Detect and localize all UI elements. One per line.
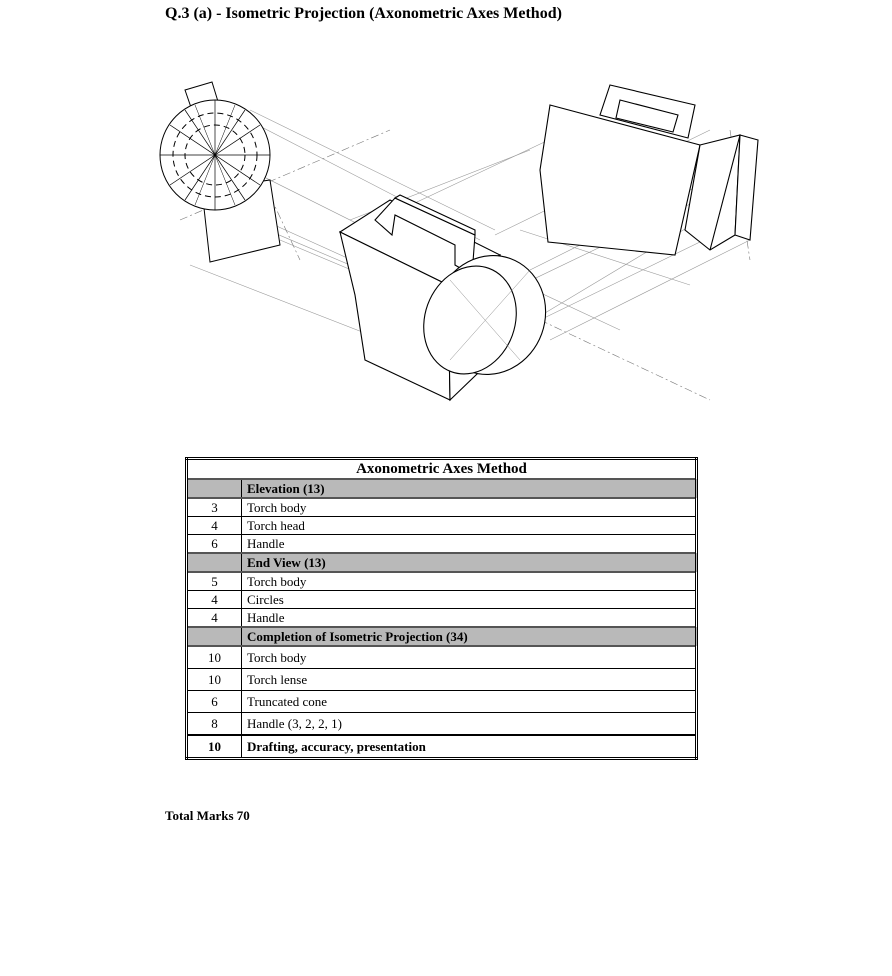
marking-scheme-table (185, 457, 698, 760)
marks-cell: 4 (187, 609, 242, 628)
table-row (187, 691, 697, 713)
marks-cell: 10 (187, 646, 242, 669)
table-heading: Axonometric Axes Method (187, 459, 697, 480)
item-cell: Torch head (242, 517, 697, 535)
isometric-torch-drawing (150, 70, 770, 410)
item-cell: Torch body (242, 498, 697, 517)
marks-cell: 6 (187, 691, 242, 713)
item-cell: Drafting, accuracy, presentation (242, 735, 697, 759)
total-marks: Total Marks 70 (165, 808, 250, 823)
item-cell: Handle (3, 2, 2, 1) (242, 713, 697, 736)
marks-cell: 10 (187, 669, 242, 691)
table-row (187, 591, 697, 609)
section-row (187, 479, 697, 498)
isometric-torch (340, 195, 562, 400)
item-cell: Handle (242, 535, 697, 554)
item-cell: Torch body (242, 572, 697, 591)
section-row (187, 553, 697, 572)
table-row (187, 646, 697, 669)
section-row (187, 627, 697, 646)
section-label: Elevation (13) (242, 479, 697, 498)
item-cell: Truncated cone (242, 691, 697, 713)
section-label: End View (13) (242, 553, 697, 572)
table-row (187, 669, 697, 691)
elevation-view (540, 85, 758, 255)
table-row (187, 572, 697, 591)
item-cell: Torch lense (242, 669, 697, 691)
item-cell: Circles (242, 591, 697, 609)
marks-cell: 6 (187, 535, 242, 554)
marks-cell: 3 (187, 498, 242, 517)
marks-cell: 4 (187, 517, 242, 535)
table-heading-row (187, 459, 697, 480)
page-title: Q.3 (a) - Isometric Projection (Axonometric Axes Method) (165, 5, 562, 22)
table-row (187, 517, 697, 535)
item-cell: Torch body (242, 646, 697, 669)
marks-cell: 8 (187, 713, 242, 736)
end-view (160, 82, 280, 262)
item-cell: Handle (242, 609, 697, 628)
section-label: Completion of Isometric Projection (34) (242, 627, 697, 646)
final-row (187, 735, 697, 759)
marks-cell: 10 (187, 735, 242, 759)
table-row (187, 609, 697, 628)
table-row (187, 713, 697, 736)
marks-cell: 5 (187, 572, 242, 591)
table-row (187, 498, 697, 517)
table-row (187, 535, 697, 554)
marks-cell: 4 (187, 591, 242, 609)
